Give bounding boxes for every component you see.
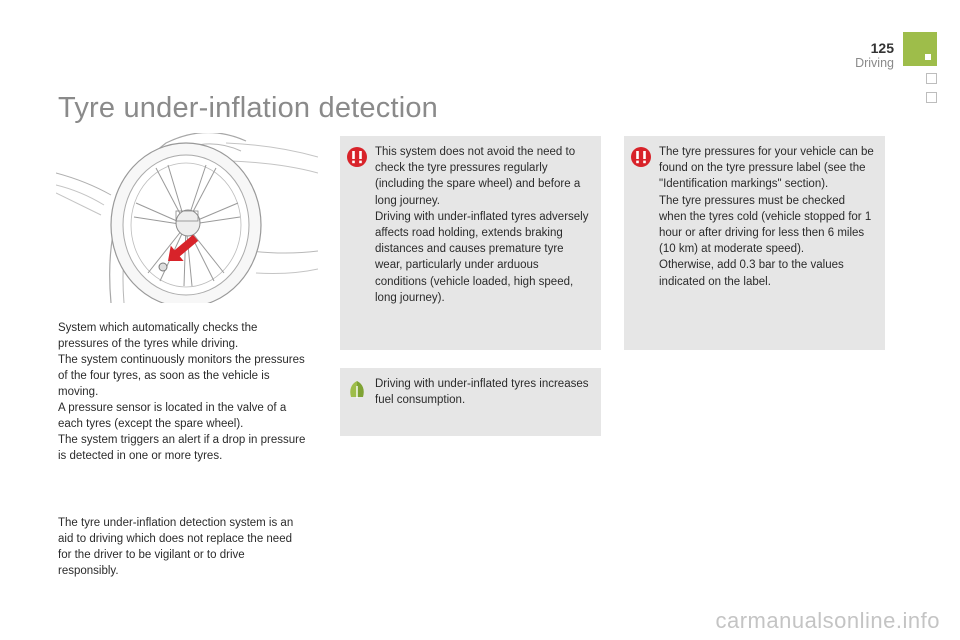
chapter-tab[interactable]: [926, 92, 937, 103]
wheel-valve-illustration: [56, 133, 318, 303]
warning-line: This system does not avoid the need to check the tyre pressures regularly (including the spare wheel) and before a long journey.: [375, 146, 581, 207]
intro-text: [58, 320, 306, 464]
chapter-tab[interactable]: [926, 73, 937, 84]
intro-line: System which automatically checks the pressures of the tyres while driving.: [58, 322, 258, 350]
chapter-label: Driving: [855, 56, 894, 70]
note-text: [58, 515, 298, 579]
watermark: carmanualsonline.info: [715, 608, 940, 633]
intro-line: A pressure sensor is located in the valve of a each tyres (except the spare wheel).: [58, 402, 287, 430]
leaf-icon: [346, 378, 368, 400]
eco-text: Driving with under-inflated tyres increases fuel consumption.: [375, 378, 589, 407]
page-title: Tyre under-inflation detection: [58, 92, 438, 124]
warning-line: The tyre pressures for your vehicle can be found on the tyre pressure label (see the "Identification markings" section).: [659, 146, 874, 191]
warning-icon: [630, 146, 652, 168]
warning-box-1-text: [375, 144, 591, 306]
warning-line: Driving with under-inflated tyres adversely affects road holding, extends braking distances and causes premature tyre wear, particularly under arduous conditions (vehicle loaded, high speed, long journey).: [375, 210, 589, 304]
warning-line: The tyre pressures must be checked when the tyres cold (vehicle stopped for 1 hour or after driving for less then 6 miles (10 km) at moderate speed).: [659, 194, 872, 256]
note-paragraph: The tyre under-inflation detection system is an aid to driving which does not replace the need for the driver to be vigilant or to drive responsibly.: [58, 517, 294, 577]
warning-box-2: [624, 136, 885, 350]
eco-box: [340, 368, 601, 436]
intro-line: The system continuously monitors the pressures of the four tyres, as soon as the vehicle is moving.: [58, 354, 305, 398]
intro-line: The system triggers an alert if a drop in pressure is detected in one or more tyres.: [58, 434, 306, 462]
warning-box-1: [340, 136, 601, 350]
tab-dot: [925, 54, 931, 60]
page-number: 125: [870, 40, 894, 56]
chapter-tab-active[interactable]: [903, 32, 937, 66]
warning-line: Otherwise, add 0.3 bar to the values indicated on the label.: [659, 259, 844, 288]
warning-box-2-text: [659, 144, 875, 290]
eco-box-text: [375, 376, 591, 408]
warning-icon: [346, 146, 368, 168]
